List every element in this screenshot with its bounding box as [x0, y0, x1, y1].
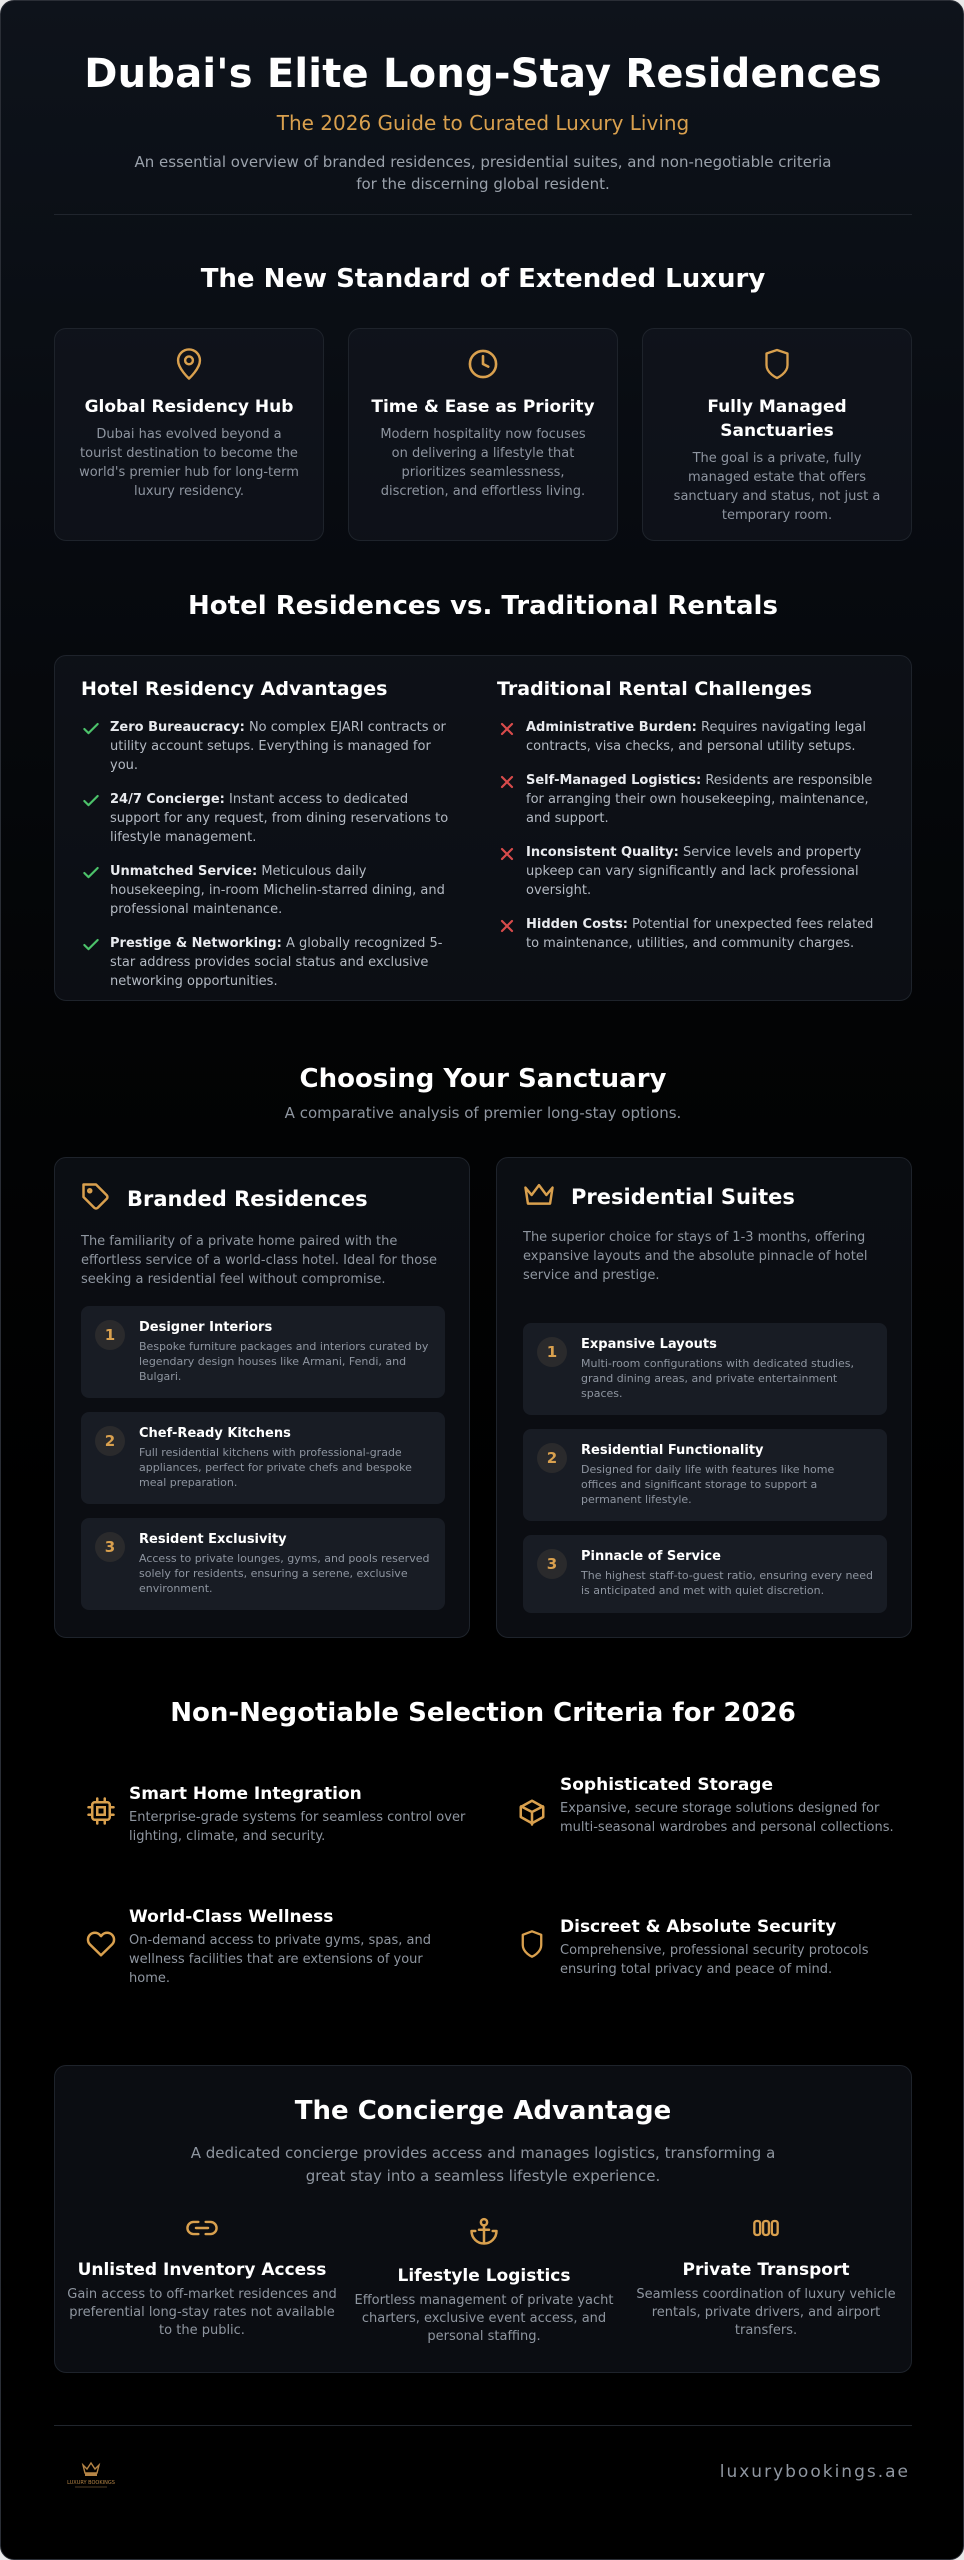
advantage-item: Prestige & Networking: A globally recognized 5-star address provides social status and exclusive networking opportunities. — [81, 934, 461, 991]
feature-title: Chef-Ready Kitchens — [139, 1426, 291, 1441]
divider — [54, 214, 912, 215]
concierge-item-text: Gain access to off-market residences and preferential long-stay rates not available to the public. — [67, 2287, 337, 2338]
footer-divider — [54, 2425, 912, 2426]
check-icon — [81, 791, 101, 811]
concierge-item — [631, 2216, 901, 2340]
concierge-item-text: Effortless management of private yacht charters, exclusive event access, and personal staffing. — [354, 2293, 614, 2344]
criteria-title: Non-Negotiable Selection Criteria for 2026 — [170, 1698, 796, 1728]
standard-card-title: Fully Managed Sanctuaries — [707, 397, 847, 441]
standard-card-text: The goal is a private, fully managed estate that offers sanctuary and status, not just a temporary room. — [673, 451, 881, 523]
standard-title: The New Standard of Extended Luxury — [200, 264, 766, 294]
concierge-lead: A dedicated concierge provides access and manages logistics, transforming a great stay into a seamless lifestyle experience. — [190, 2144, 776, 2185]
feature-text: Designed for daily life with features like home offices and significant storage to support a permanent lifestyle. — [581, 1463, 835, 1506]
shield-icon — [763, 347, 791, 385]
svg-text:LUXURY BOOKINGS: LUXURY BOOKINGS — [67, 2480, 115, 2486]
standard-card-text: Modern hospitality now focuses on delivering a lifestyle that prioritizes seamlessness, discretion, and effortless living. — [380, 427, 586, 499]
challenge-item: Administrative Burden: Requires navigating legal contracts, visa checks, and personal utility setups. — [497, 718, 877, 756]
map-pin-icon — [174, 347, 204, 385]
standard-card — [54, 328, 324, 541]
branded-title: Branded Residences — [127, 1187, 368, 1211]
feature-item — [523, 1429, 887, 1521]
feature-item — [523, 1323, 887, 1415]
check-icon — [81, 719, 101, 739]
concierge-item-text: Seamless coordination of luxury vehicle rentals, private drivers, and airport transfers. — [636, 2287, 896, 2338]
feature-text: Multi-room configurations with dedicated studies, grand dining areas, and private entertainment spaces. — [581, 1357, 855, 1400]
shield-icon — [517, 1929, 547, 1963]
presidential-suites-card — [496, 1157, 912, 1638]
heart-icon — [86, 1929, 116, 1963]
check-icon — [81, 935, 101, 955]
criteria-item — [86, 1907, 466, 1988]
feature-text: The highest staff-to-guest ratio, ensuring every need is anticipated and met with quiet discretion. — [581, 1569, 873, 1597]
feature-item — [81, 1306, 445, 1398]
challenges-title: Traditional Rental Challenges — [497, 678, 812, 700]
criteria-title: Discreet & Absolute Security — [560, 1917, 837, 1937]
sanctuary-section-header — [54, 1064, 912, 1122]
comparison-section-header — [54, 591, 912, 621]
sanctuary-title: Choosing Your Sanctuary — [299, 1064, 667, 1094]
challenge-item: Hidden Costs: Potential for unexpected fees related to maintenance, utilities, and community charges. — [497, 915, 877, 953]
feature-number: 2 — [95, 1426, 125, 1456]
feature-number: 3 — [537, 1549, 567, 1579]
brand-logo — [61, 2453, 121, 2493]
criteria-item — [86, 1784, 466, 1846]
standard-card — [642, 328, 912, 541]
criteria-title: Smart Home Integration — [129, 1784, 362, 1804]
feature-title: Designer Interiors — [139, 1320, 273, 1335]
criteria-item — [517, 1775, 897, 1837]
cross-icon — [497, 916, 517, 936]
page-title: Dubai's Elite Long-Stay Residences — [84, 51, 882, 97]
feature-item — [81, 1412, 445, 1504]
comparison-title: Hotel Residences vs. Traditional Rentals — [188, 591, 778, 621]
feature-number: 3 — [95, 1532, 125, 1562]
concierge-title: The Concierge Advantage — [294, 2096, 672, 2126]
challenge-item: Inconsistent Quality: Service levels and property upkeep can vary significantly and lack professional oversight. — [497, 843, 877, 900]
site-link[interactable]: luxurybookings.ae — [719, 2462, 910, 2482]
comparison-card — [54, 655, 912, 1001]
advantages-column — [81, 678, 461, 1006]
advantages-title: Hotel Residency Advantages — [81, 678, 388, 700]
branded-desc: The familiarity of a private home paired with the effortless service of a world-class hotel. Ideal for those seeking a residential feel without compromise. — [81, 1234, 438, 1287]
header — [54, 51, 912, 195]
anchor-icon — [469, 2231, 499, 2250]
criteria-text: On-demand access to private gyms, spas, and wellness facilities that are extensions of your home. — [129, 1933, 432, 1986]
feature-number: 2 — [537, 1443, 567, 1473]
challenge-item: Self-Managed Logistics: Residents are responsible for arranging their own housekeeping, maintenance, and support. — [497, 771, 877, 828]
chip-icon — [86, 1796, 116, 1830]
criteria-section-header — [54, 1698, 912, 1728]
standard-card-title: Global Residency Hub — [84, 397, 294, 417]
concierge-item-title: Private Transport — [682, 2260, 850, 2280]
feature-title: Pinnacle of Service — [581, 1549, 721, 1564]
presidential-desc: The superior choice for stays of 1-3 months, offering expansive layouts and the absolute pinnacle of hotel service and prestige. — [523, 1230, 868, 1283]
concierge-item-title: Lifestyle Logistics — [397, 2266, 571, 2286]
feature-text: Access to private lounges, gyms, and pools reserved solely for residents, ensuring a serene, exclusive environment. — [139, 1552, 430, 1595]
criteria-text: Expansive, secure storage solutions designed for multi-seasonal wardrobes and personal collections. — [560, 1801, 894, 1835]
concierge-card — [54, 2065, 912, 2373]
challenges-column — [497, 678, 877, 968]
crown-icon — [523, 1182, 555, 1212]
feature-item — [523, 1535, 887, 1613]
concierge-item-title: Unlisted Inventory Access — [77, 2260, 327, 2280]
page-subtitle: The 2026 Guide to Curated Luxury Living — [276, 111, 690, 135]
feature-title: Expansive Layouts — [581, 1337, 717, 1352]
criteria-text: Enterprise-grade systems for seamless control over lighting, climate, and security. — [129, 1810, 466, 1844]
feature-title: Residential Functionality — [581, 1443, 764, 1458]
standard-card-text: Dubai has evolved beyond a tourist destination to become the world's premier hub for long-term luxury residency. — [79, 427, 299, 499]
criteria-title: Sophisticated Storage — [560, 1775, 773, 1795]
standard-card-title: Time & Ease as Priority — [371, 397, 595, 417]
link-icon — [185, 2225, 219, 2244]
sanctuary-subtitle: A comparative analysis of premier long-stay options. — [284, 1104, 682, 1122]
check-icon — [81, 863, 101, 883]
standard-card — [348, 328, 618, 541]
car-icon — [752, 2225, 780, 2244]
feature-text: Bespoke furniture packages and interiors curated by legendary design houses like Armani, Fendi, and Bulgari. — [139, 1340, 429, 1383]
branded-residences-card — [54, 1157, 470, 1638]
cross-icon — [497, 844, 517, 864]
feature-item — [81, 1518, 445, 1610]
feature-text: Full residential kitchens with professional-grade appliances, perfect for private chefs and bespoke meal preparation. — [139, 1446, 412, 1489]
feature-number: 1 — [537, 1337, 567, 1367]
advantage-item: Zero Bureaucracy: No complex EJARI contracts or utility account setups. Everything is managed for you. — [81, 718, 461, 775]
feature-number: 1 — [95, 1320, 125, 1350]
page-intro: An essential overview of branded residences, presidential suites, and non-negotiable criteria for the discerning global resident. — [134, 153, 832, 193]
advantage-item: 24/7 Concierge: Instant access to dedicated support for any request, from dining reservations to lifestyle management. — [81, 790, 461, 847]
concierge-item — [349, 2216, 619, 2346]
criteria-text: Comprehensive, professional security protocols ensuring total privacy and peace of mind. — [560, 1943, 869, 1977]
cross-icon — [497, 719, 517, 739]
criteria-title: World-Class Wellness — [129, 1907, 334, 1927]
advantage-item: Unmatched Service: Meticulous daily housekeeping, in-room Michelin-starred dining, and professional maintenance. — [81, 862, 461, 919]
box-icon — [517, 1797, 547, 1831]
standard-section-header — [54, 264, 912, 294]
concierge-item — [67, 2216, 337, 2340]
presidential-title: Presidential Suites — [571, 1185, 795, 1209]
criteria-item — [517, 1917, 897, 1979]
cross-icon — [497, 772, 517, 792]
feature-title: Resident Exclusivity — [139, 1532, 287, 1547]
clock-icon — [467, 347, 499, 385]
tag-icon — [81, 1182, 111, 1216]
